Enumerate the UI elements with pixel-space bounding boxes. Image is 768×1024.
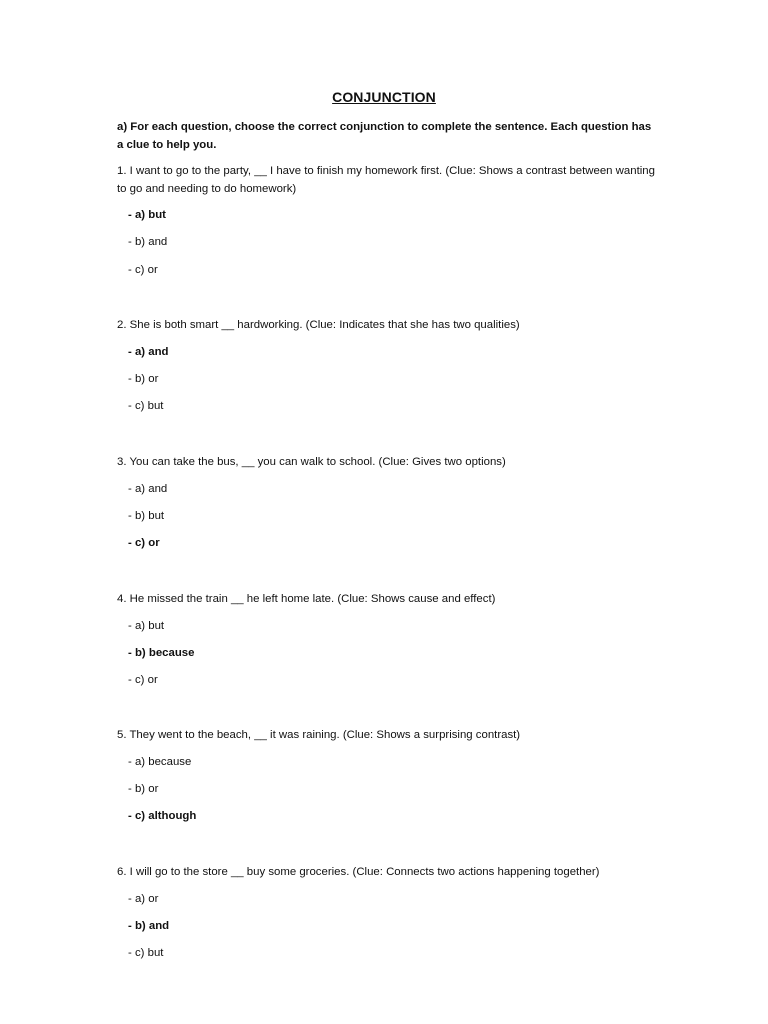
question-5 (117, 727, 657, 836)
option-a: - a) but (128, 209, 166, 221)
answer-options (117, 892, 657, 974)
option-b: - b) or (128, 372, 159, 385)
question-text: 6. I will go to the store __ buy some groceries. (Clue: Connects two actions happening together) (117, 866, 600, 878)
question-text: 3. You can take the bus, __ you can walk to school. (Clue: Gives two options) (117, 456, 506, 468)
question-text: 5. They went to the beach, __ it was raining. (Clue: Shows a surprising contrast) (117, 729, 521, 741)
question-2 (117, 317, 657, 426)
question-text: 1. I want to go to the party, __ I have to finish my homework first. (Clue: Shows a contrast between wanting to go and needing to do homework) (117, 165, 655, 195)
question-text: 4. He missed the train __ he left home late. (Clue: Shows cause and effect) (117, 593, 496, 605)
question-text: 2. She is both smart __ hardworking. (Clue: Indicates that she has two qualities) (117, 319, 520, 331)
option-b: - b) because (128, 646, 195, 659)
option-c: - c) but (128, 947, 164, 960)
answer-options (117, 619, 657, 701)
question-1 (117, 163, 657, 290)
option-c: - c) but (128, 400, 164, 413)
page-title: CONJUNCTION (332, 89, 436, 105)
option-b: - b) but (128, 509, 165, 522)
answer-options (117, 345, 657, 427)
option-c: - c) or (128, 537, 160, 550)
option-c: - c) although (128, 810, 197, 823)
option-b: - b) and (128, 236, 168, 249)
question-3 (117, 454, 657, 563)
option-c: - c) or (128, 674, 158, 687)
question-6 (117, 864, 657, 973)
option-b: - b) and (128, 919, 170, 932)
option-c: - c) or (128, 263, 158, 276)
option-a: - a) and (128, 345, 169, 358)
answer-options (117, 755, 657, 837)
answer-options (117, 208, 657, 290)
instructions: a) For each question, choose the correct conjunction to complete the sentence. Each question has a clue to help you. (117, 121, 652, 151)
answer-options (117, 482, 657, 564)
option-a: - a) and (128, 482, 168, 495)
question-4 (117, 591, 657, 700)
option-a: - a) or (128, 892, 159, 905)
option-a: - a) but (128, 619, 165, 632)
option-a: - a) because (128, 755, 192, 768)
option-b: - b) or (128, 782, 159, 795)
